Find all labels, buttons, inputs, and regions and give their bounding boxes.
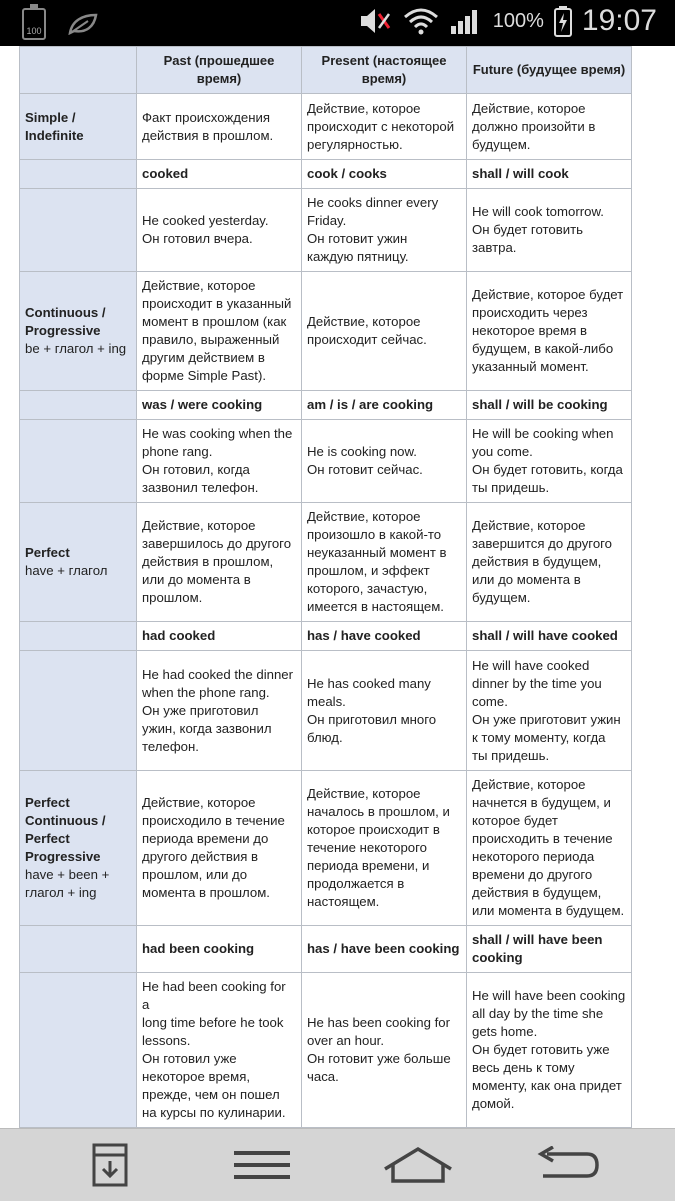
cell-text: моменту, как она придет [472, 1078, 622, 1093]
cell-desc-past [137, 503, 302, 622]
row-label-perfect [20, 503, 137, 622]
table-row [20, 160, 632, 189]
signal-icon [449, 6, 483, 36]
cell-desc-past [137, 94, 302, 160]
cell-text: имеется в настоящем. [307, 599, 444, 614]
cell-example-past [137, 651, 302, 771]
cell-text: He will cook tomorrow. [472, 204, 604, 219]
row-label-empty [20, 926, 137, 973]
cell-text: действия в прошлом, [142, 554, 274, 569]
table-row [20, 622, 632, 651]
cell-form-future: shall / will cook [467, 160, 632, 189]
cell-text: настоящем. [307, 894, 380, 909]
cell-text: He cooked yesterday. [142, 213, 269, 228]
cell-form-future [467, 926, 632, 973]
cell-text: Действие, которое [472, 518, 586, 533]
cell-text: телефон. [142, 738, 199, 754]
cell-text: Факт происхождения [142, 109, 271, 125]
cell-text: началось в прошлом, и [307, 804, 450, 819]
cell-text: He will have cooked [472, 657, 590, 673]
cell-text: прежде, чем он пошел [142, 1087, 280, 1102]
cell-text: правило, выраженный [142, 332, 280, 347]
cell-text: Он готовит уже больше [307, 1051, 451, 1066]
cell-text: ты придешь. [472, 747, 550, 763]
cell-text: Он будет готовить [472, 222, 583, 237]
cell-text: зазвонил телефон. [142, 480, 259, 495]
cell-example-past [137, 189, 302, 272]
row-label-text: Progressive [25, 849, 101, 864]
cell-text: come. [472, 693, 508, 709]
row-formula: be + глагол + ing [25, 341, 127, 356]
cell-text: действия в будущем, [472, 554, 602, 569]
cell-text: или момента в будущем. [472, 903, 625, 918]
header-present-label: Present (настоящее [321, 53, 447, 68]
cell-text: которое будет [472, 813, 558, 828]
cell-text: будущем. [472, 590, 531, 605]
row-formula: глагол + ing [25, 885, 97, 900]
cell-example-present [302, 189, 467, 272]
cell-text: Действие, которое [142, 795, 256, 810]
cell-text: ужин, когда зазвонил [142, 720, 272, 736]
cell-text: He is cooking now. [307, 444, 417, 459]
cell-text: происходило в течение [142, 813, 285, 828]
cell-text: Действие, которое [307, 100, 421, 116]
cell-text: происходит сейчас. [307, 332, 427, 347]
cell-text: Действие, которое [307, 509, 421, 524]
table-row [20, 771, 632, 926]
tenses-table [19, 46, 632, 1128]
cell-text: будущем, в какой-либо [472, 341, 614, 356]
cell-text: к тому моменту, когда [472, 729, 606, 745]
cell-text: которого, зачастую, [307, 581, 428, 596]
row-label-text: Perfect [25, 795, 70, 810]
table-row [20, 94, 632, 160]
cell-text: ты придешь. [472, 480, 550, 495]
cell-text: другого действия в [142, 849, 259, 864]
table-row [20, 189, 632, 272]
cell-form-past: cooked [137, 160, 302, 189]
mute-icon [357, 6, 393, 36]
cell-text: cooking [472, 950, 523, 965]
header-empty-cell [20, 47, 137, 94]
cell-text: when the phone rang. [142, 684, 270, 700]
row-label-empty [20, 622, 137, 651]
cell-example-future [467, 420, 632, 503]
cell-text: происходит с некоторой [307, 118, 455, 134]
row-label-text: Perfect [25, 831, 70, 846]
cell-text: домой. [472, 1096, 515, 1111]
cell-text: long time before he took [142, 1015, 284, 1030]
cell-text: He had cooked the dinner [142, 666, 294, 682]
cell-text: форме Simple Past). [142, 368, 266, 383]
cell-text: прошлом, и эффект [307, 563, 430, 578]
cell-text: начнется в будущем, и [472, 795, 611, 810]
header-future-label: Future (будущее время) [472, 62, 626, 77]
cell-form-present: has / have cooked [302, 622, 467, 651]
cell-desc-present [302, 272, 467, 391]
cell-text: или до момента в [472, 572, 581, 587]
cell-text: all day by the time she [472, 1006, 604, 1021]
menu-icon [232, 1148, 292, 1182]
cell-text: некоторого периода [472, 849, 595, 864]
menu-button[interactable] [232, 1143, 292, 1187]
cell-desc-present [302, 94, 467, 160]
home-button[interactable] [380, 1143, 456, 1187]
table-row [20, 272, 632, 391]
cell-text: Он готовил, когда [142, 462, 250, 477]
cell-text: действия в прошлом. [142, 127, 274, 143]
header-past [137, 47, 302, 94]
cell-form-past: was / were cooking [137, 391, 302, 420]
header-past-label: Past (прошедшее время) [163, 53, 275, 86]
cell-form-past: had been cooking [137, 926, 302, 973]
cell-form-present: has / have been cooking [302, 926, 467, 973]
battery-left-label: 100 [26, 26, 42, 36]
cell-form-present: cook / cooks [302, 160, 467, 189]
row-formula: have + been + [25, 867, 110, 882]
cell-text: He was cooking when the [142, 426, 293, 441]
cell-text: Действие, которое [472, 100, 586, 116]
download-icon [89, 1141, 131, 1189]
cell-text: периода времени, и [307, 858, 430, 873]
cell-text: происходить в течение [472, 831, 613, 846]
cell-example-present [302, 651, 467, 771]
table-row [20, 420, 632, 503]
cell-text: завершилось до другого [142, 536, 292, 551]
cell-text: shall / will have been [472, 932, 603, 947]
cell-example-past [137, 973, 302, 1128]
row-label-empty [20, 973, 137, 1128]
cell-text: He has cooked many [307, 675, 431, 691]
cell-text: произошло в какой-то [307, 527, 442, 542]
cell-text: Действие, которое [142, 278, 256, 293]
cell-text: некоторое время в [472, 323, 588, 338]
cell-form-present: am / is / are cooking [302, 391, 467, 420]
row-label-empty [20, 189, 137, 272]
cell-text: указанный момент. [472, 359, 589, 374]
battery-percent: 100% [492, 9, 544, 32]
row-label-text: Indefinite [25, 127, 84, 143]
cell-text: времени до другого [472, 867, 593, 882]
row-label-continuous [20, 272, 137, 391]
cell-text: Он готовил вчера. [142, 231, 253, 246]
table-row [20, 503, 632, 622]
cell-text: или до момента в [142, 572, 251, 587]
cell-text: lessons. [142, 1033, 191, 1048]
cell-text: Он уже приготовит ужин [472, 711, 621, 727]
cell-text: He has been cooking for [307, 1015, 450, 1030]
navigation-bar [0, 1128, 675, 1201]
cell-text: Он приготовил много [307, 711, 437, 727]
cell-text: регулярностью. [307, 136, 403, 152]
cell-text: течение некоторого [307, 840, 427, 855]
cell-text: другим действием в [142, 350, 265, 365]
cell-text: некоторое время, [142, 1069, 251, 1084]
cell-text: Действие, которое [472, 777, 586, 792]
cell-text: продолжается в [307, 876, 405, 891]
cell-text: часа. [307, 1069, 339, 1084]
cell-text: происходит в указанный [142, 296, 292, 311]
cell-text: на курсы по кулинарии. [142, 1105, 286, 1120]
cell-text: момента в прошлом. [142, 885, 270, 900]
cell-text: действия в будущем, [472, 885, 602, 900]
back-arrow-icon [533, 1146, 601, 1184]
cell-desc-present [302, 503, 467, 622]
header-future [467, 47, 632, 94]
cell-text: блюд. [307, 729, 343, 745]
cell-text: Friday. [307, 213, 347, 228]
cell-text: over an hour. [307, 1033, 384, 1048]
cell-text: He cooks dinner every [307, 195, 439, 210]
home-icon [381, 1145, 455, 1185]
cell-text: завтра. [472, 240, 517, 255]
cell-desc-past [137, 272, 302, 391]
cell-text: Он будет готовить, когда [472, 462, 623, 477]
row-label-text: Continuous / [25, 813, 106, 828]
cell-desc-future [467, 94, 632, 160]
battery-charging-icon [554, 5, 572, 37]
back-button[interactable] [532, 1143, 602, 1187]
header-present-label-2: время) [361, 71, 407, 86]
cell-text: Действие, которое будет [472, 287, 624, 302]
row-formula: have + глагол [25, 563, 108, 578]
wifi-icon [403, 7, 439, 35]
cell-form-past: had cooked [137, 622, 302, 651]
cell-text: He will have been cooking [472, 988, 626, 1003]
cell-text: Он готовит сейчас. [307, 462, 423, 477]
row-label-text: Perfect [25, 545, 70, 560]
page-content[interactable] [0, 46, 675, 1128]
table-row [20, 651, 632, 771]
cell-text: you come. [472, 444, 533, 459]
cell-example-present [302, 973, 467, 1128]
row-label-text: Continuous / [25, 305, 106, 320]
cell-text: Он готовит ужин [307, 231, 408, 246]
cell-text: phone rang. [142, 444, 213, 459]
cell-desc-present [302, 771, 467, 926]
cell-text: Он готовил уже [142, 1051, 237, 1066]
table-row [20, 973, 632, 1128]
cell-text: He had been cooking for a [142, 979, 286, 1012]
cell-form-future: shall / will have cooked [467, 622, 632, 651]
battery-100-icon [22, 8, 46, 40]
cell-text: каждую пятницу. [307, 249, 409, 264]
save-page-button[interactable] [80, 1143, 140, 1187]
cell-text: dinner by the time you [472, 675, 602, 691]
cell-text: gets home. [472, 1024, 538, 1039]
cell-text: происходить через [472, 305, 588, 320]
row-label-empty [20, 651, 137, 771]
cell-text: периода времени до [142, 831, 269, 846]
cell-example-future [467, 189, 632, 272]
cell-text: неуказанный момент в [307, 545, 447, 560]
cell-text: должно произойти в [472, 118, 596, 134]
cell-text: весь день к тому [472, 1060, 575, 1075]
row-label-perfect-continuous [20, 771, 137, 926]
cell-text: прошлом, или до [142, 867, 248, 882]
cell-text: Действие, которое [142, 518, 256, 533]
row-label-empty [20, 391, 137, 420]
cell-text: которое происходит в [307, 822, 440, 837]
row-label-simple [20, 94, 137, 160]
cell-text: He will be cooking when [472, 426, 614, 441]
cell-text: момент в прошлом (как [142, 314, 287, 329]
table-row [20, 926, 632, 973]
cell-text: завершится до другого [472, 536, 613, 551]
cell-desc-future [467, 503, 632, 622]
header-present [302, 47, 467, 94]
clock: 19:07 [581, 4, 657, 37]
cell-desc-future [467, 771, 632, 926]
status-bar [0, 0, 675, 46]
cell-example-future [467, 973, 632, 1128]
cell-example-past [137, 420, 302, 503]
cell-text: meals. [307, 693, 346, 709]
cell-form-future: shall / will be cooking [467, 391, 632, 420]
leaf-icon [68, 13, 98, 35]
row-label-text: Progressive [25, 323, 101, 338]
table-header-row [20, 47, 632, 94]
cell-text: Он уже приготовил [142, 702, 259, 718]
row-label-text: Simple / [25, 109, 76, 125]
cell-text: Он будет готовить уже [472, 1042, 610, 1057]
cell-example-future [467, 651, 632, 771]
table-row [20, 391, 632, 420]
row-label-empty [20, 420, 137, 503]
cell-text: Действие, которое [307, 314, 421, 329]
cell-example-present [302, 420, 467, 503]
cell-text: прошлом. [142, 590, 203, 605]
row-label-empty [20, 160, 137, 189]
cell-text: Действие, которое [307, 786, 421, 801]
cell-desc-past [137, 771, 302, 926]
cell-text: будущем. [472, 136, 531, 152]
cell-desc-future [467, 272, 632, 391]
